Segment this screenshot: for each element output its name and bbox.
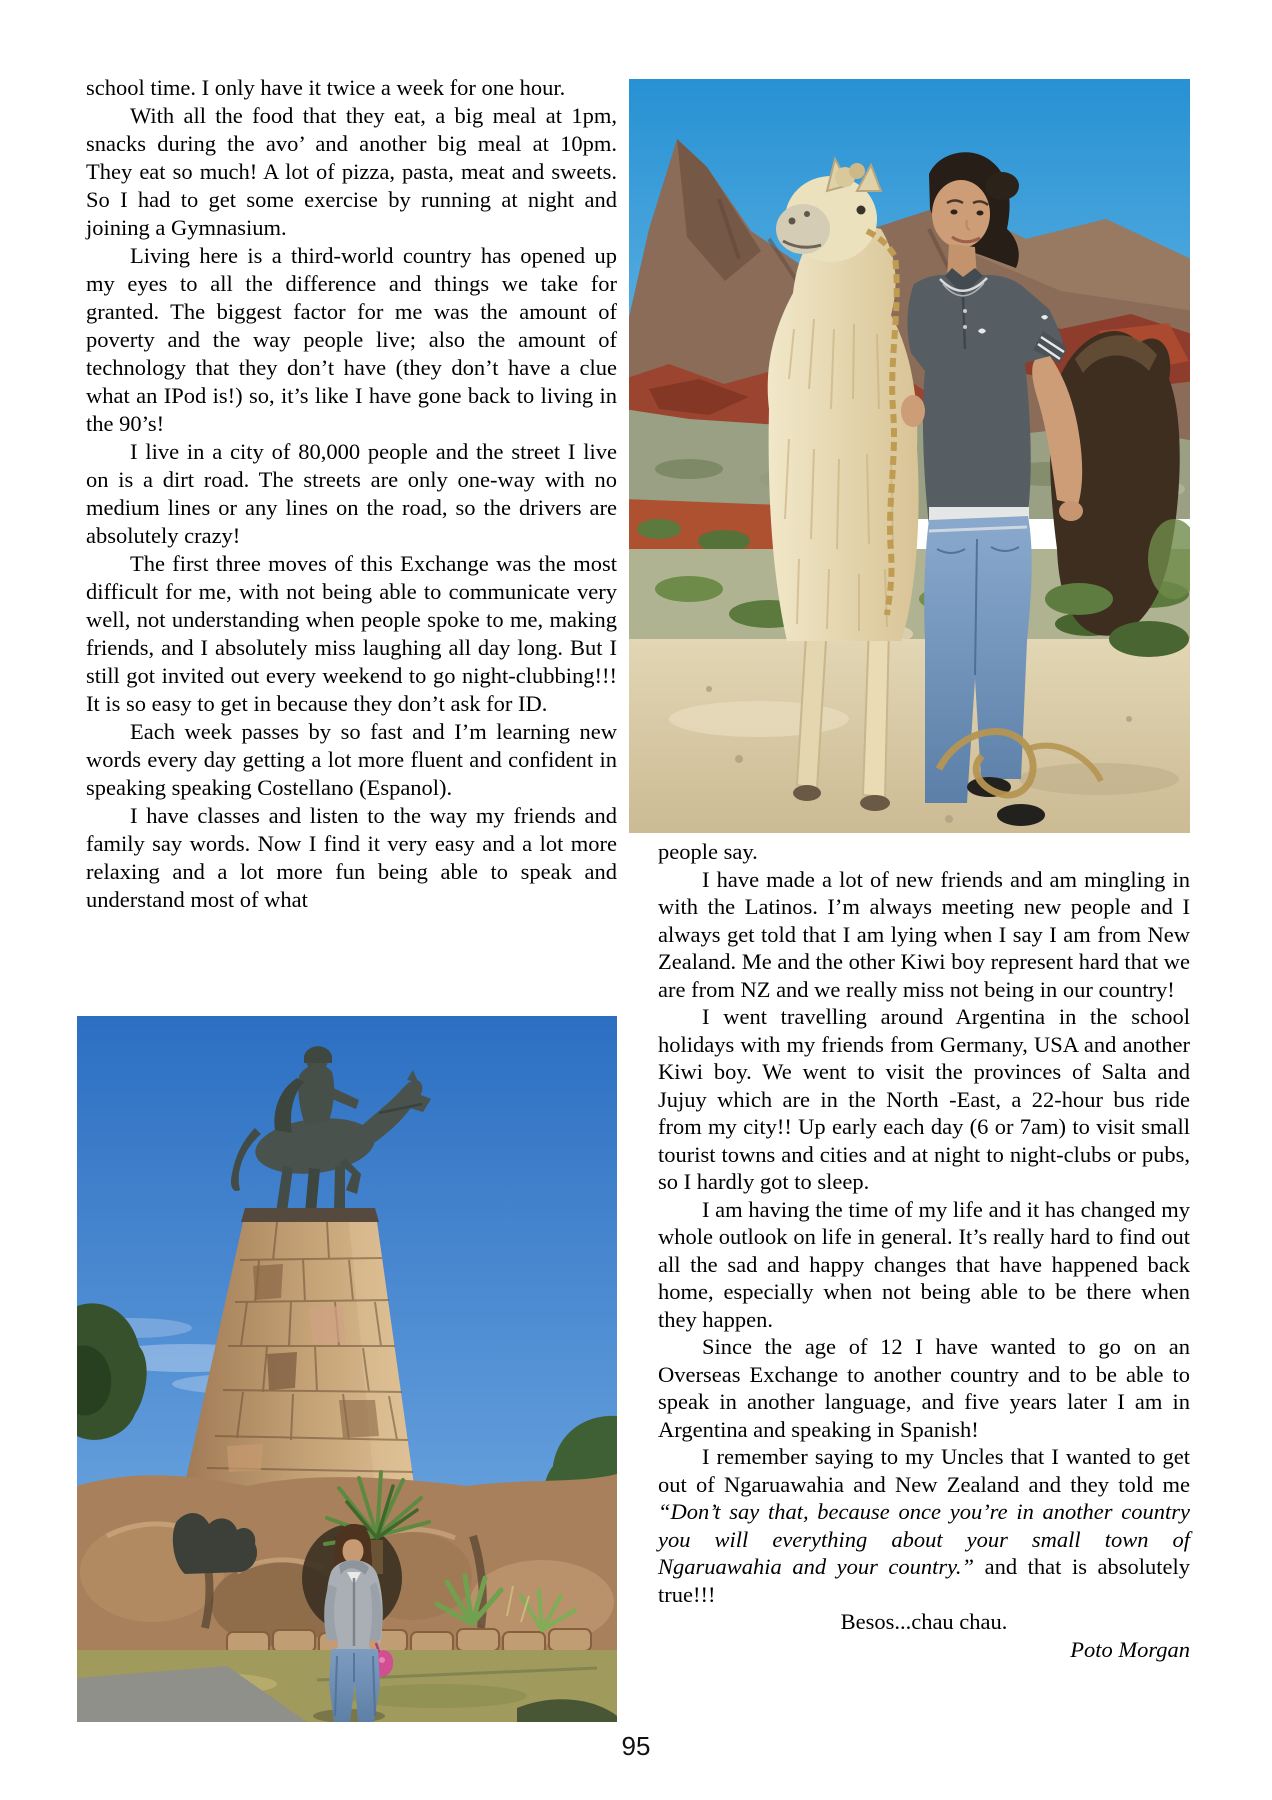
photo-girl-with-llama: [629, 79, 1190, 833]
right-paragraph-final: [658, 1443, 1190, 1608]
page-number: 95: [621, 1731, 651, 1761]
final-paragraph-quote: “Don’t say that, because once you’re in another country you will everything about your small town of Ngaruawahia and your country.”: [658, 1499, 1190, 1579]
left-paragraph-6: I have classes and listen to the way my friends and family say words. Now I find it very easy and a lot more relaxing and a lot more fun being able to speak and understand most of what: [86, 803, 617, 912]
left-paragraph-0: school time. I only have it twice a week for one hour.: [86, 75, 566, 100]
right-paragraph-1: I have made a lot of new friends and am mingling in with the Latinos. I’m always meeting new people and I always get told that I am lying when I say I am from New Zealand. Me and the other Kiwi boy represent hard that we are from NZ and we really miss not being in our country!: [658, 866, 1190, 1002]
left-paragraph-5: Each week passes by so fast and I’m learning new words every day getting a lot more fluent and confident in speaking speaking Costellano (Espanol).: [86, 719, 617, 800]
author-signature: Poto Morgan: [1070, 1636, 1190, 1662]
llama-photo-illustration: [629, 79, 1190, 833]
right-paragraph-4: Since the age of 12 I have wanted to go on an Overseas Exchange to another country and to be able to speak in another language, and five years later I am in Argentina and speaking in Spanish!: [658, 1334, 1190, 1442]
right-paragraph-2: I went travelling around Argentina in the school holidays with my friends from Germany, USA and another Kiwi boy. We went to visit the provinces of Salta and Jujuy which are in the North -East, a 22-hour bus ride from my city!! Up early each day (6 or 7am) to visit small tourist towns and cities and at night to night-clubs or pubs, so I hardly got to sleep.: [658, 1004, 1190, 1194]
right-paragraph-3: I am having the time of my life and it has changed my whole outlook on life in general. It’s really hard to find out all the sad and happy changes that have happened back home, especially when not being able to be there when they happen.: [658, 1196, 1190, 1332]
left-paragraph-1: With all the food that they eat, a big meal at 1pm, snacks during the avo’ and another big meal at 10pm. They eat so much! A lot of pizza, pasta, meat and sweets. So I had to get some exercise by running at night and joining a Gymnasium.: [86, 103, 617, 240]
left-paragraph-4: The first three moves of this Exchange was the most difficult for me, with not being able to communicate very well, not understanding when people spoke to me, making friends, and I absolutely miss laughing all day long. But I still got invited out every weekend to go night-clubbing!!! It is so easy to get in because they don’t ask for ID.: [86, 551, 617, 716]
left-paragraph-3: I live in a city of 80,000 people and the street I live on is a dirt road. The streets are only one-way with no medium lines or any lines on the road, so the drivers are absolutely crazy!: [86, 439, 617, 548]
right-text-column: [658, 838, 1190, 1663]
left-paragraph-2: Living here is a third-world country has opened up my eyes to all the difference and things we take for granted. The biggest factor for me was the amount of poverty and the way people live; also the amount of technology that they don’t have (they don’t have a clue what an IPod is!) so, it’s like I have gone back to living in the 90’s!: [86, 243, 617, 436]
photo-equestrian-statue: [77, 1016, 617, 1722]
right-paragraph-opening: people say.: [658, 839, 758, 864]
final-paragraph-lead: I remember saying to my Uncles that I wanted to get out of Ngaruawahia and New Zealand and they told me: [658, 1444, 1190, 1497]
farewell-line: Besos...chau chau.: [840, 1609, 1008, 1634]
final-paragraph-tail: and that is absolutely true!!!: [658, 1554, 1190, 1607]
statue-photo-illustration: [77, 1016, 617, 1722]
left-text-column: [86, 74, 617, 914]
